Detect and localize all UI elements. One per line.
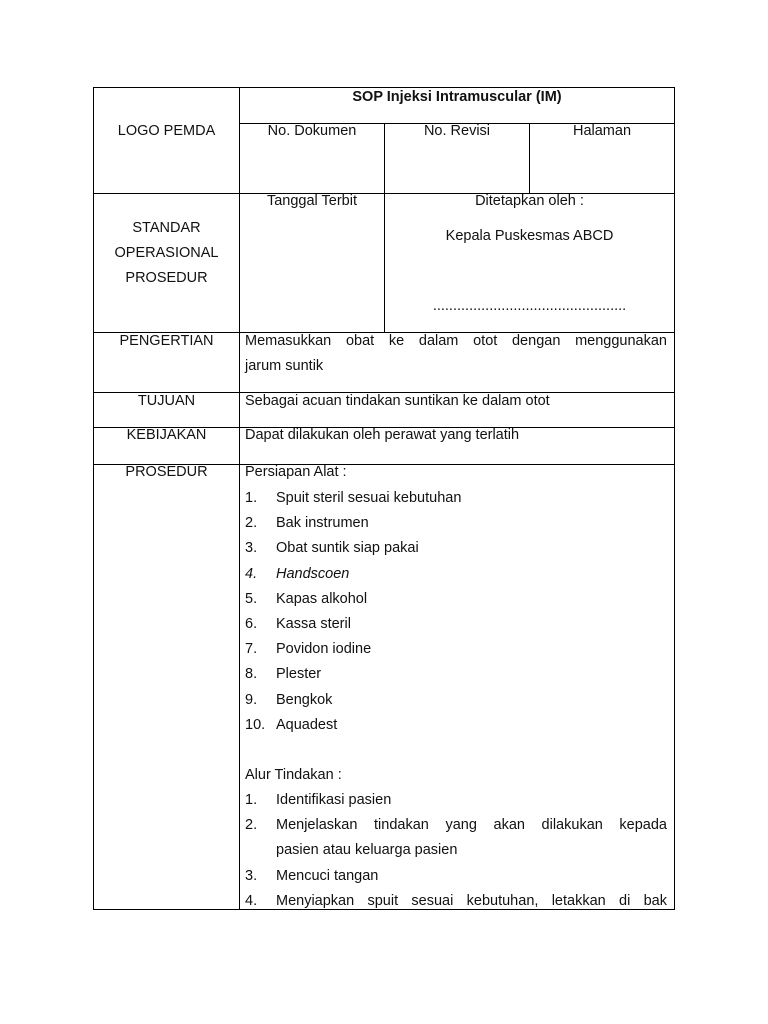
list-number: 9. <box>245 691 258 708</box>
persiapan-heading: Persiapan Alat : <box>245 464 347 480</box>
signature-line: ................................................ <box>432 298 627 314</box>
list-text: Identifikasi pasien <box>276 792 392 808</box>
list-text: Menjelaskan tindakan yang akan dilakukan kepada <box>276 817 667 834</box>
sop-label-line3: PROSEDUR <box>125 270 208 286</box>
list-text: Aquadest <box>276 716 338 733</box>
list-number: 2. <box>245 817 258 834</box>
list-number: 1. <box>245 792 258 808</box>
page-label: Halaman <box>572 123 632 139</box>
column-divider <box>239 87 240 910</box>
persiapan-list <box>245 489 667 741</box>
sop-label-line2: OPERASIONAL <box>114 245 219 261</box>
pengertian-text-line1: Memasukkan obat ke dalam otot dengan menggunakan <box>245 333 667 349</box>
list-text: Bengkok <box>276 691 333 708</box>
pengertian-label: PENGERTIAN <box>119 333 214 349</box>
list-text: Handscoen <box>276 565 350 582</box>
list-number: 6. <box>245 615 258 632</box>
list-number: 4. <box>245 892 258 909</box>
list-item <box>245 716 667 741</box>
list-text: Obat suntik siap pakai <box>276 540 419 557</box>
list-item <box>245 892 667 917</box>
list-item <box>245 514 667 539</box>
list-number: 3. <box>245 867 258 884</box>
list-text: Spuit steril sesuai kebutuhan <box>276 490 462 506</box>
list-text: pasien atau keluarga pasien <box>276 842 458 859</box>
list-number: 5. <box>245 590 258 607</box>
list-number: 2. <box>245 515 258 532</box>
doc-number-label: No. Dokumen <box>267 123 357 139</box>
list-item <box>245 691 667 716</box>
list-text: Menyiapkan spuit sesuai kebutuhan, letakkan di bak <box>276 892 667 909</box>
list-text: Bak instrumen <box>276 515 369 532</box>
list-item <box>245 539 667 564</box>
list-item <box>245 489 667 514</box>
list-text: Mencuci tangan <box>276 867 379 884</box>
list-number: 3. <box>245 540 258 557</box>
sop-label-line1: STANDAR <box>132 220 201 236</box>
list-item <box>245 640 667 665</box>
logo-placeholder: LOGO PEMDA <box>117 123 216 139</box>
document-title: SOP Injeksi Intramuscular (IM) <box>352 89 562 105</box>
kebijakan-label: KEBIJAKAN <box>126 427 207 443</box>
table-border-left <box>93 87 94 910</box>
revision-label: No. Revisi <box>423 123 491 139</box>
approved-by-label: Ditetapkan oleh : <box>475 193 584 209</box>
list-item <box>245 615 667 640</box>
list-item <box>245 590 667 615</box>
list-number: 10. <box>245 716 266 733</box>
approver-title: Kepala Puskesmas ABCD <box>445 228 614 244</box>
list-item <box>245 791 667 816</box>
list-number: 8. <box>245 666 258 683</box>
table-border-right <box>674 87 675 910</box>
list-number: 4. <box>245 565 258 582</box>
list-text: Kapas alkohol <box>276 590 368 607</box>
list-item <box>245 565 667 590</box>
list-text: Kassa steril <box>276 615 351 632</box>
kebijakan-text: Dapat dilakukan oleh perawat yang terlatih <box>245 427 520 443</box>
prosedur-label: PROSEDUR <box>125 464 208 480</box>
pengertian-text-line2: jarum suntik <box>245 358 324 374</box>
list-item <box>245 665 667 690</box>
list-item <box>245 867 667 892</box>
list-item <box>245 841 667 866</box>
tujuan-label: TUJUAN <box>137 393 196 409</box>
issue-date-label: Tanggal Terbit <box>266 193 358 209</box>
list-number: 7. <box>245 641 258 658</box>
list-number: 1. <box>245 490 258 506</box>
alur-list <box>245 791 667 917</box>
alur-heading: Alur Tindakan : <box>245 767 342 783</box>
list-item <box>245 816 667 841</box>
tujuan-text: Sebagai acuan tindakan suntikan ke dalam otot <box>245 393 550 409</box>
list-text: Plester <box>276 666 322 683</box>
list-text: Povidon iodine <box>276 641 372 658</box>
